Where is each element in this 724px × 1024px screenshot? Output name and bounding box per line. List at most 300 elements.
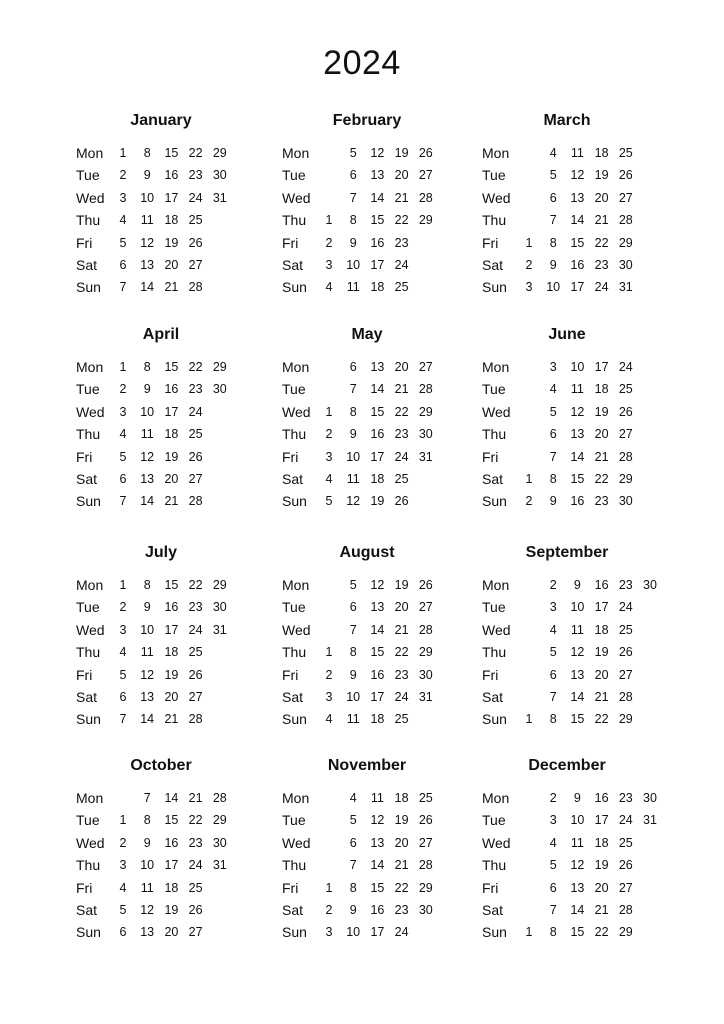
day-number: 7	[549, 213, 557, 228]
day-number: 30	[212, 835, 227, 850]
weekday-label-wed: Wed	[282, 834, 311, 851]
weekday-label-wed: Wed	[482, 621, 511, 638]
day-number: 4	[325, 280, 333, 295]
day-number: 4	[325, 712, 333, 727]
day-number: 28	[618, 213, 633, 228]
day-number: 29	[618, 472, 633, 486]
day-number: 7	[549, 903, 557, 917]
weekday-label-thu: Thu	[282, 644, 307, 661]
day-number: 18	[594, 382, 609, 397]
day-number: 23	[188, 382, 203, 397]
day-number: 6	[349, 835, 357, 850]
weekday-label-tue: Tue	[282, 167, 306, 184]
weekday-label-tue: Tue	[282, 381, 306, 398]
month-name: July	[144, 544, 177, 561]
day-number: 25	[188, 213, 203, 228]
day-number: 13	[370, 835, 385, 850]
weekday-label-wed: Wed	[482, 834, 511, 851]
day-number: 30	[643, 791, 657, 805]
day-number: 1	[525, 712, 533, 727]
day-number: 18	[370, 712, 385, 727]
day-number: 19	[164, 449, 179, 464]
weekday-label-sat: Sat	[482, 257, 504, 273]
day-number: 29	[618, 712, 633, 727]
day-number: 19	[594, 645, 609, 660]
day-number: 22	[188, 146, 203, 160]
day-number: 23	[188, 168, 203, 183]
weekday-label-mon: Mon	[282, 145, 310, 161]
weekday-label-sun: Sun	[76, 493, 101, 510]
day-number: 5	[119, 235, 127, 250]
day-number: 30	[212, 382, 227, 397]
day-number: 17	[164, 404, 179, 419]
day-number: 14	[370, 622, 385, 637]
day-number: 29	[618, 925, 633, 940]
weekday-label-sun: Sun	[282, 493, 307, 510]
weekday-label-fri: Fri	[282, 666, 299, 683]
day-number: 8	[349, 404, 357, 419]
day-number: 1	[325, 213, 333, 228]
day-number: 19	[594, 168, 609, 183]
weekday-label-tue: Tue	[76, 167, 100, 184]
weekday-label-fri: Fri	[76, 879, 93, 896]
day-number: 24	[394, 690, 409, 704]
day-number: 23	[618, 578, 633, 592]
day-number: 29	[212, 578, 227, 592]
day-number: 27	[188, 472, 203, 486]
day-number: 11	[570, 382, 584, 397]
weekday-label-thu: Thu	[76, 426, 101, 443]
day-number: 11	[570, 146, 584, 160]
day-number: 14	[570, 690, 585, 704]
day-number: 11	[140, 427, 154, 442]
day-number: 17	[164, 622, 179, 637]
day-number: 16	[594, 578, 609, 592]
day-number: 8	[143, 146, 151, 160]
day-number: 19	[394, 813, 409, 828]
day-number: 22	[188, 360, 203, 374]
day-number: 3	[119, 404, 127, 419]
day-number: 13	[140, 925, 155, 940]
day-number: 15	[164, 813, 179, 828]
day-number: 13	[570, 427, 585, 442]
weekday-label-wed: Wed	[282, 189, 311, 206]
day-number: 9	[143, 835, 151, 850]
day-number: 16	[594, 791, 609, 805]
day-number: 20	[394, 600, 409, 615]
day-number: 5	[119, 903, 127, 917]
weekday-label-sat: Sat	[282, 902, 304, 918]
day-number: 18	[370, 472, 385, 486]
weekday-label-wed: Wed	[282, 403, 311, 420]
month-november	[282, 757, 502, 957]
day-number: 7	[349, 190, 357, 205]
weekday-label-wed: Wed	[76, 621, 105, 638]
weekday-label-fri: Fri	[282, 879, 299, 896]
day-number: 23	[618, 791, 633, 805]
day-number: 30	[643, 578, 657, 592]
day-number: 15	[164, 360, 179, 374]
day-number: 19	[594, 858, 609, 873]
day-number: 14	[570, 213, 585, 228]
day-number: 3	[119, 190, 127, 205]
day-number: 10	[140, 190, 155, 205]
weekday-label-sat: Sat	[482, 902, 504, 918]
weekday-label-tue: Tue	[76, 599, 100, 616]
day-number: 3	[119, 622, 127, 637]
day-number: 1	[119, 578, 127, 592]
weekday-label-sun: Sun	[76, 279, 101, 296]
day-number: 11	[140, 880, 154, 895]
day-number: 9	[143, 168, 151, 183]
month-august	[282, 544, 502, 744]
day-number: 22	[394, 880, 409, 895]
day-number: 20	[164, 925, 179, 940]
weekday-label-fri: Fri	[76, 448, 93, 465]
month-name: December	[528, 757, 606, 774]
month-name: January	[130, 112, 192, 129]
day-number: 13	[370, 360, 385, 374]
day-number: 31	[212, 858, 227, 873]
weekday-label-sat: Sat	[76, 257, 98, 273]
day-number: 2	[325, 903, 333, 917]
month-name: June	[548, 326, 586, 343]
weekday-label-wed: Wed	[76, 189, 105, 206]
day-number: 28	[418, 382, 433, 397]
day-number: 18	[164, 645, 179, 660]
day-number: 2	[119, 382, 127, 397]
weekday-label-fri: Fri	[482, 666, 499, 683]
day-number: 9	[349, 427, 357, 442]
day-number: 25	[618, 622, 633, 637]
day-number: 1	[119, 360, 127, 374]
day-number: 16	[370, 235, 385, 250]
day-number: 19	[164, 667, 179, 682]
weekday-label-thu: Thu	[76, 857, 101, 874]
day-number: 6	[549, 667, 557, 682]
day-number: 17	[594, 813, 609, 828]
day-number: 16	[570, 258, 585, 272]
weekday-label-sun: Sun	[482, 279, 507, 296]
day-number: 28	[418, 190, 433, 205]
weekday-label-fri: Fri	[482, 448, 499, 465]
day-number: 16	[164, 382, 179, 397]
day-number: 30	[618, 258, 633, 272]
weekday-label-thu: Thu	[282, 426, 307, 443]
day-number: 23	[188, 600, 203, 615]
day-number: 17	[594, 360, 609, 374]
day-number: 16	[370, 903, 385, 917]
day-number: 31	[212, 622, 227, 637]
weekday-label-sat: Sat	[76, 689, 98, 705]
day-number: 28	[418, 622, 433, 637]
day-number: 12	[346, 494, 361, 509]
month-july	[76, 544, 299, 744]
day-number: 18	[394, 791, 409, 805]
weekday-label-sun: Sun	[282, 711, 307, 728]
day-number: 22	[594, 235, 609, 250]
weekday-label-fri: Fri	[482, 879, 499, 896]
day-number: 31	[212, 190, 227, 205]
day-number: 10	[140, 858, 155, 873]
day-number: 4	[549, 622, 557, 637]
day-number: 2	[325, 427, 333, 442]
day-number: 15	[370, 213, 385, 228]
weekday-label-sun: Sun	[482, 711, 507, 728]
day-number: 10	[546, 280, 561, 295]
day-number: 7	[349, 622, 357, 637]
day-number: 20	[594, 427, 609, 442]
day-number: 4	[549, 835, 557, 850]
day-number: 10	[570, 360, 585, 374]
month-june	[482, 326, 702, 526]
day-number: 21	[594, 449, 609, 464]
day-number: 27	[618, 427, 633, 442]
day-number: 17	[164, 858, 179, 873]
day-number: 20	[394, 360, 409, 374]
month-name: October	[130, 757, 192, 774]
day-number: 30	[212, 168, 227, 183]
day-number: 3	[325, 925, 333, 940]
day-number: 25	[188, 645, 203, 660]
weekday-label-thu: Thu	[482, 857, 507, 874]
day-number: 25	[418, 791, 433, 805]
day-number: 16	[164, 600, 179, 615]
day-number: 5	[549, 858, 557, 873]
day-number: 2	[119, 168, 127, 183]
weekday-label-mon: Mon	[282, 359, 310, 375]
day-number: 6	[119, 258, 127, 272]
day-number: 7	[119, 712, 127, 727]
weekday-label-thu: Thu	[482, 212, 507, 229]
day-number: 25	[618, 835, 633, 850]
weekday-label-fri: Fri	[482, 234, 499, 251]
day-number: 15	[164, 578, 179, 592]
day-number: 28	[188, 494, 203, 509]
day-number: 28	[188, 280, 203, 295]
month-name: September	[525, 544, 609, 561]
weekday-label-tue: Tue	[76, 812, 100, 829]
day-number: 1	[119, 813, 127, 828]
day-number: 21	[594, 213, 609, 228]
day-number: 6	[119, 690, 127, 704]
day-number: 25	[618, 382, 633, 397]
day-number: 5	[549, 404, 557, 419]
month-february	[282, 112, 502, 312]
weekday-label-wed: Wed	[282, 621, 311, 638]
day-number: 7	[349, 382, 357, 397]
day-number: 7	[549, 449, 557, 464]
day-number: 19	[394, 146, 409, 160]
day-number: 7	[349, 858, 357, 873]
day-number: 3	[119, 858, 127, 873]
day-number: 12	[140, 449, 155, 464]
day-number: 30	[212, 600, 227, 615]
day-number: 4	[549, 146, 557, 160]
day-number: 20	[164, 690, 179, 704]
day-number: 30	[418, 667, 433, 682]
day-number: 14	[140, 280, 155, 295]
day-number: 27	[188, 925, 203, 940]
day-number: 21	[594, 690, 609, 704]
day-number: 27	[418, 168, 433, 183]
day-number: 10	[570, 600, 585, 615]
day-number: 26	[618, 645, 633, 660]
day-number: 16	[164, 835, 179, 850]
day-number: 27	[418, 360, 433, 374]
month-october	[76, 757, 299, 957]
day-number: 9	[549, 494, 557, 509]
day-number: 8	[349, 213, 357, 228]
day-number: 19	[594, 404, 609, 419]
day-number: 14	[570, 903, 585, 917]
day-number: 28	[212, 791, 227, 805]
day-number: 10	[346, 925, 361, 940]
day-number: 5	[349, 813, 357, 828]
day-number: 3	[549, 600, 557, 615]
day-number: 13	[570, 667, 585, 682]
day-number: 9	[143, 382, 151, 397]
day-number: 2	[119, 835, 127, 850]
day-number: 26	[418, 146, 433, 160]
day-number: 24	[394, 925, 409, 940]
day-number: 18	[594, 146, 609, 160]
day-number: 24	[618, 360, 633, 374]
day-number: 21	[164, 494, 179, 509]
day-number: 29	[418, 404, 433, 419]
day-number: 19	[370, 494, 385, 509]
day-number: 12	[570, 168, 585, 183]
day-number: 29	[618, 235, 633, 250]
day-number: 31	[418, 449, 433, 464]
day-number: 25	[188, 427, 203, 442]
weekday-label-thu: Thu	[76, 212, 101, 229]
day-number: 9	[549, 258, 557, 272]
weekday-label-sun: Sun	[482, 493, 507, 510]
day-number: 26	[188, 667, 203, 682]
day-number: 1	[325, 404, 333, 419]
weekday-label-mon: Mon	[482, 145, 510, 161]
day-number: 25	[394, 472, 409, 486]
day-number: 6	[549, 190, 557, 205]
month-name: November	[327, 757, 407, 774]
day-number: 21	[394, 382, 409, 397]
day-number: 18	[164, 880, 179, 895]
weekday-label-fri: Fri	[76, 234, 93, 251]
day-number: 4	[119, 213, 127, 228]
day-number: 19	[164, 903, 179, 917]
month-april	[76, 326, 299, 526]
day-number: 13	[370, 600, 385, 615]
month-march	[482, 112, 702, 312]
day-number: 24	[594, 280, 609, 295]
weekday-label-tue: Tue	[282, 812, 306, 829]
day-number: 4	[119, 880, 127, 895]
day-number: 6	[349, 360, 357, 374]
day-number: 24	[188, 622, 203, 637]
weekday-label-sat: Sat	[76, 471, 98, 487]
weekday-label-fri: Fri	[76, 666, 93, 683]
weekday-label-tue: Tue	[482, 812, 506, 829]
day-number: 19	[164, 235, 179, 250]
weekday-label-mon: Mon	[76, 359, 104, 375]
day-number: 20	[594, 880, 609, 895]
day-number: 14	[370, 858, 385, 873]
day-number: 17	[370, 690, 385, 704]
weekday-label-sun: Sun	[282, 924, 307, 941]
day-number: 15	[370, 645, 385, 660]
day-number: 14	[570, 449, 585, 464]
day-number: 10	[346, 258, 361, 272]
weekday-label-sat: Sat	[282, 689, 304, 705]
day-number: 20	[394, 168, 409, 183]
day-number: 20	[164, 258, 179, 272]
day-number: 12	[570, 645, 585, 660]
day-number: 15	[570, 712, 585, 727]
day-number: 6	[549, 427, 557, 442]
day-number: 7	[549, 690, 557, 704]
day-number: 15	[370, 880, 385, 895]
day-number: 10	[570, 813, 585, 828]
day-number: 22	[188, 813, 203, 828]
day-number: 6	[349, 600, 357, 615]
day-number: 25	[394, 712, 409, 727]
day-number: 27	[418, 835, 433, 850]
day-number: 18	[370, 280, 385, 295]
day-number: 18	[594, 835, 609, 850]
day-number: 22	[594, 472, 609, 486]
day-number: 3	[525, 280, 533, 295]
day-number: 11	[346, 712, 360, 727]
day-number: 28	[618, 449, 633, 464]
day-number: 24	[394, 258, 409, 272]
day-number: 9	[349, 903, 357, 917]
month-december	[482, 757, 702, 957]
day-number: 29	[212, 360, 227, 374]
day-number: 23	[394, 903, 409, 917]
day-number: 8	[349, 880, 357, 895]
day-number: 13	[140, 258, 155, 272]
day-number: 18	[164, 427, 179, 442]
day-number: 17	[594, 600, 609, 615]
day-number: 8	[349, 645, 357, 660]
day-number: 21	[188, 791, 203, 805]
day-number: 14	[370, 190, 385, 205]
day-number: 6	[549, 880, 557, 895]
day-number: 3	[549, 360, 557, 374]
month-name: February	[332, 112, 402, 129]
day-number: 16	[370, 667, 385, 682]
day-number: 5	[549, 168, 557, 183]
day-number: 6	[349, 168, 357, 183]
day-number: 9	[573, 791, 581, 805]
weekday-label-sat: Sat	[282, 257, 304, 273]
day-number: 22	[394, 645, 409, 660]
day-number: 22	[594, 712, 609, 727]
day-number: 22	[594, 925, 609, 940]
day-number: 2	[549, 578, 557, 592]
day-number: 21	[164, 280, 179, 295]
day-number: 8	[549, 472, 557, 486]
day-number: 17	[370, 258, 385, 272]
day-number: 20	[164, 472, 179, 486]
day-number: 28	[188, 712, 203, 727]
day-number: 18	[594, 622, 609, 637]
day-number: 4	[119, 427, 127, 442]
day-number: 29	[418, 645, 433, 660]
month-september	[482, 544, 702, 744]
day-number: 2	[325, 235, 333, 250]
